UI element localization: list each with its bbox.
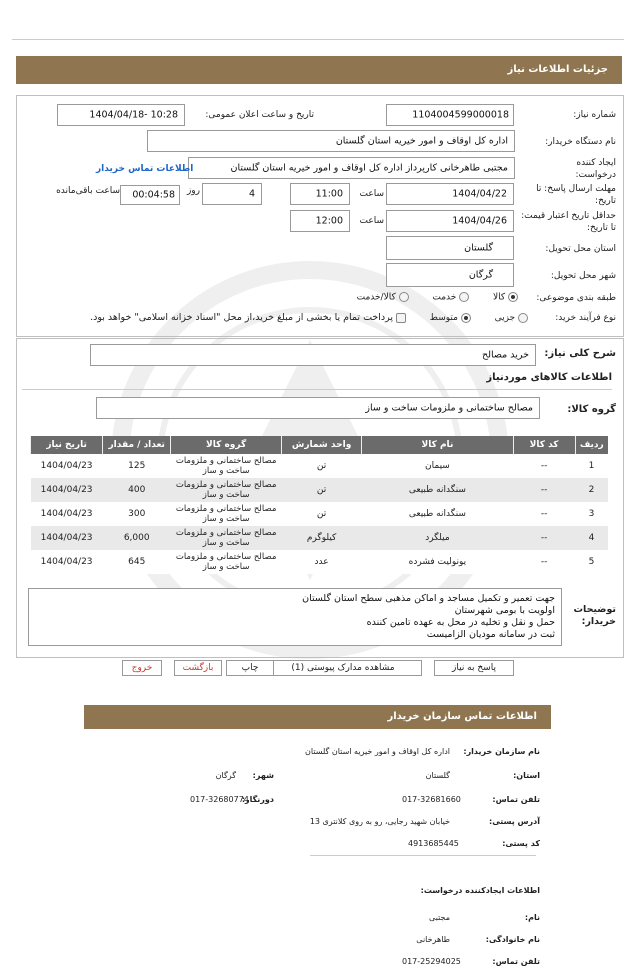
min-validity-date-field: 1404/04/26 (386, 210, 514, 232)
contact-title: اطلاعات تماس سازمان خریدار (387, 711, 537, 722)
note-line: جهت تعمیر و تکمیل مساجد و اماکن مذهبی سطح استان گلستان (302, 593, 555, 604)
buyer-notes-label: توضیحات خریدار: (573, 604, 616, 627)
col-code: کد کالا (513, 436, 575, 454)
table-row (31, 478, 609, 502)
exit-button[interactable]: خروج (122, 660, 162, 676)
process-minor-radio[interactable] (518, 313, 528, 323)
treasury-payment-note: پرداخت تمام یا بخشی از مبلغ خرید،از محل "اسناد خزانه اسلامی" خواهد بود. (90, 312, 394, 323)
col-date: تاریخ نیاز (31, 436, 103, 454)
col-qty: تعداد / مقدار (103, 436, 171, 454)
contact-fax-value: 017-32680774 (190, 795, 249, 804)
cell-unit: تن (281, 478, 361, 502)
process-medium-radio[interactable] (461, 313, 471, 323)
delivery-province-field: گلستان (386, 236, 514, 260)
announce-date-field: 1404/04/18- 10:28 (57, 104, 185, 126)
cell-unit: عدد (281, 550, 361, 574)
cell-qty: 300 (103, 502, 171, 526)
cell-date: 1404/04/23 (31, 478, 103, 502)
cell-date: 1404/04/23 (31, 502, 103, 526)
goods-group-field: مصالح ساختمانی و ملزومات ساخت و ساز (96, 397, 540, 419)
note-line: حمل و نقل و تخلیه در محل به عهده تامین کننده (366, 617, 555, 628)
time-remaining-field: 00:04:58 (120, 185, 180, 205)
note-line: اولویت با بومی شهرستان (454, 605, 555, 616)
cell-date: 1404/04/23 (31, 454, 103, 478)
cell-name: سنگدانه طبیعی (362, 502, 513, 526)
creator-label: ایجاد کننده درخواست: (575, 158, 616, 180)
buyer-org-field: اداره کل اوقاف و امور خیریه استان گلستان (147, 130, 515, 152)
col-group: گروه کالا (171, 436, 282, 454)
treasury-payment-checkbox[interactable] (396, 313, 406, 323)
min-validity-time-field: 12:00 (290, 210, 350, 232)
creator-phone-label: تلفن تماس: (492, 957, 540, 966)
deadline-date-field: 1404/04/22 (386, 183, 514, 205)
cell-idx: 4 (575, 526, 608, 550)
contact-phone-value: 017-32681660 (402, 795, 461, 804)
process-minor-label: جزیی (494, 313, 516, 323)
cell-date: 1404/04/23 (31, 550, 103, 574)
category-goods-service-radio[interactable] (399, 292, 409, 302)
cell-name: سیمان (362, 454, 513, 478)
back-button[interactable]: بازگشت (174, 660, 222, 676)
announce-date-label: تاریخ و ساعت اعلان عمومی: (205, 110, 314, 120)
delivery-city-label: شهر محل تحویل: (550, 271, 616, 281)
cell-qty: 400 (103, 478, 171, 502)
cell-qty: 645 (103, 550, 171, 574)
category-service-label: خدمت (432, 292, 457, 303)
need-number-label: شماره نیاز: (573, 110, 616, 120)
deadline-time-field: 11:00 (290, 183, 350, 205)
col-row: ردیف (575, 436, 608, 454)
cell-date: 1404/04/23 (31, 526, 103, 550)
cell-name: میلگرد (362, 526, 513, 550)
process-radio-group (90, 312, 528, 323)
cell-name: یونولیت فشرده (362, 550, 513, 574)
contact-divider (310, 855, 536, 856)
deadline-label: مهلت ارسال پاسخ: تا تاریخ: (536, 184, 616, 206)
items-table-header (31, 436, 609, 454)
buyer-contact-link[interactable]: اطلاعات تماس خریدار (96, 164, 194, 174)
goods-info-title: اطلاعات کالاهای موردنیاز (486, 372, 612, 383)
summary-field: خرید مصالح (90, 344, 536, 366)
reply-button[interactable]: پاسخ به نیاز (434, 660, 514, 676)
section-header-contact (84, 705, 551, 729)
cell-group: مصالح ساختمانی و ملزومات ساخت و ساز (171, 478, 282, 502)
cell-group: مصالح ساختمانی و ملزومات ساخت و ساز (171, 502, 282, 526)
contact-org-label: نام سازمان خریدار: (463, 747, 540, 756)
cell-group: مصالح ساختمانی و ملزومات ساخت و ساز (171, 550, 282, 574)
goods-group-label: گروه کالا: (567, 404, 616, 415)
category-goods-service-label: کالا/خدمت (356, 292, 396, 303)
table-row (31, 502, 609, 526)
table-row (31, 550, 609, 574)
process-medium-label: متوسط (429, 313, 458, 323)
delivery-province-label: استان محل تحویل: (545, 244, 616, 254)
print-button[interactable]: چاپ (226, 660, 274, 676)
col-unit: واحد شمارش (281, 436, 361, 454)
cell-unit: تن (281, 502, 361, 526)
view-attachments-button[interactable]: مشاهده مدارک پیوستی (1) (264, 660, 422, 676)
table-row (31, 454, 609, 478)
min-validity-time-label: ساعت (359, 216, 384, 226)
contact-phone-label: تلفن تماس: (492, 795, 540, 804)
section-title: جزئیات اطلاعات نیاز (507, 64, 608, 75)
cell-qty: 125 (103, 454, 171, 478)
cell-unit: تن (281, 454, 361, 478)
creator-field: مجتبی طاهرخانی کارپرداز اداره کل اوقاف و امور خیریه استان گلستان (188, 157, 515, 179)
cell-code: -- (513, 478, 575, 502)
contact-postal-label: کد پستی: (502, 839, 540, 848)
cell-unit: کیلوگرم (281, 526, 361, 550)
goods-info-divider (22, 389, 612, 390)
creator-info-title: اطلاعات ایجادکننده درخواست: (420, 886, 540, 895)
cell-name: سنگدانه طبیعی (362, 478, 513, 502)
contact-city-label: شهر: (252, 771, 274, 780)
category-radio-group (357, 292, 518, 303)
creator-phone-value: 017-25294025 (402, 957, 461, 966)
contact-org-value: اداره کل اوقاف و امور خیریه استان گلستان (305, 747, 450, 756)
contact-city-value: گرگان (215, 771, 236, 780)
section-header-need-details (16, 56, 622, 84)
summary-label: شرح کلی نیاز: (544, 348, 616, 359)
contact-province-value: گلستان (425, 771, 450, 780)
days-label: روز (186, 186, 200, 196)
col-name: نام کالا (362, 436, 513, 454)
creator-family-label: نام خانوادگی: (485, 935, 540, 944)
cell-group: مصالح ساختمانی و ملزومات ساخت و ساز (171, 454, 282, 478)
contact-postal-value: 4913685445 (408, 839, 459, 848)
buyer-notes-box (28, 588, 562, 646)
creator-name-label: نام: (524, 913, 540, 922)
cell-group: مصالح ساختمانی و ملزومات ساخت و ساز (171, 526, 282, 550)
cell-code: -- (513, 454, 575, 478)
cell-idx: 2 (575, 478, 608, 502)
category-goods-radio[interactable] (508, 292, 518, 302)
deadline-time-label: ساعت (359, 189, 384, 199)
contact-fax-label: دورنگار: (241, 795, 274, 804)
cell-qty: 6,000 (103, 526, 171, 550)
time-remaining-label: ساعت باقی‌مانده (56, 186, 120, 196)
category-service-radio[interactable] (459, 292, 469, 302)
buyer-org-label: نام دستگاه خریدار: (545, 137, 616, 147)
cell-idx: 1 (575, 454, 608, 478)
table-row (31, 526, 609, 550)
contact-province-label: استان: (513, 771, 540, 780)
cell-idx: 3 (575, 502, 608, 526)
note-line: ثبت در سامانه مودیان الزامیست (426, 629, 555, 640)
category-label: طبقه بندی موضوعی: (536, 293, 616, 303)
items-table (30, 436, 608, 574)
creator-family-value: طاهرخانی (416, 935, 450, 944)
contact-address-label: آدرس پستی: (489, 817, 540, 826)
cell-idx: 5 (575, 550, 608, 574)
need-number-field: 1104004599000018 (386, 104, 514, 126)
min-validity-label: حداقل تاریخ اعتبار قیمت: تا تاریخ: (521, 211, 616, 233)
cell-code: -- (513, 550, 575, 574)
process-type-label: نوع فرآیند خرید: (555, 313, 616, 323)
cell-code: -- (513, 502, 575, 526)
category-goods-label: کالا (492, 292, 506, 303)
contact-address-value: خیابان شهید رجایی، رو به روی کلانتری 13 (309, 817, 450, 826)
delivery-city-field: گرگان (386, 263, 514, 287)
creator-name-value: مجتبی (429, 913, 450, 922)
top-divider (12, 39, 624, 40)
days-remaining-field: 4 (202, 183, 262, 205)
cell-code: -- (513, 526, 575, 550)
